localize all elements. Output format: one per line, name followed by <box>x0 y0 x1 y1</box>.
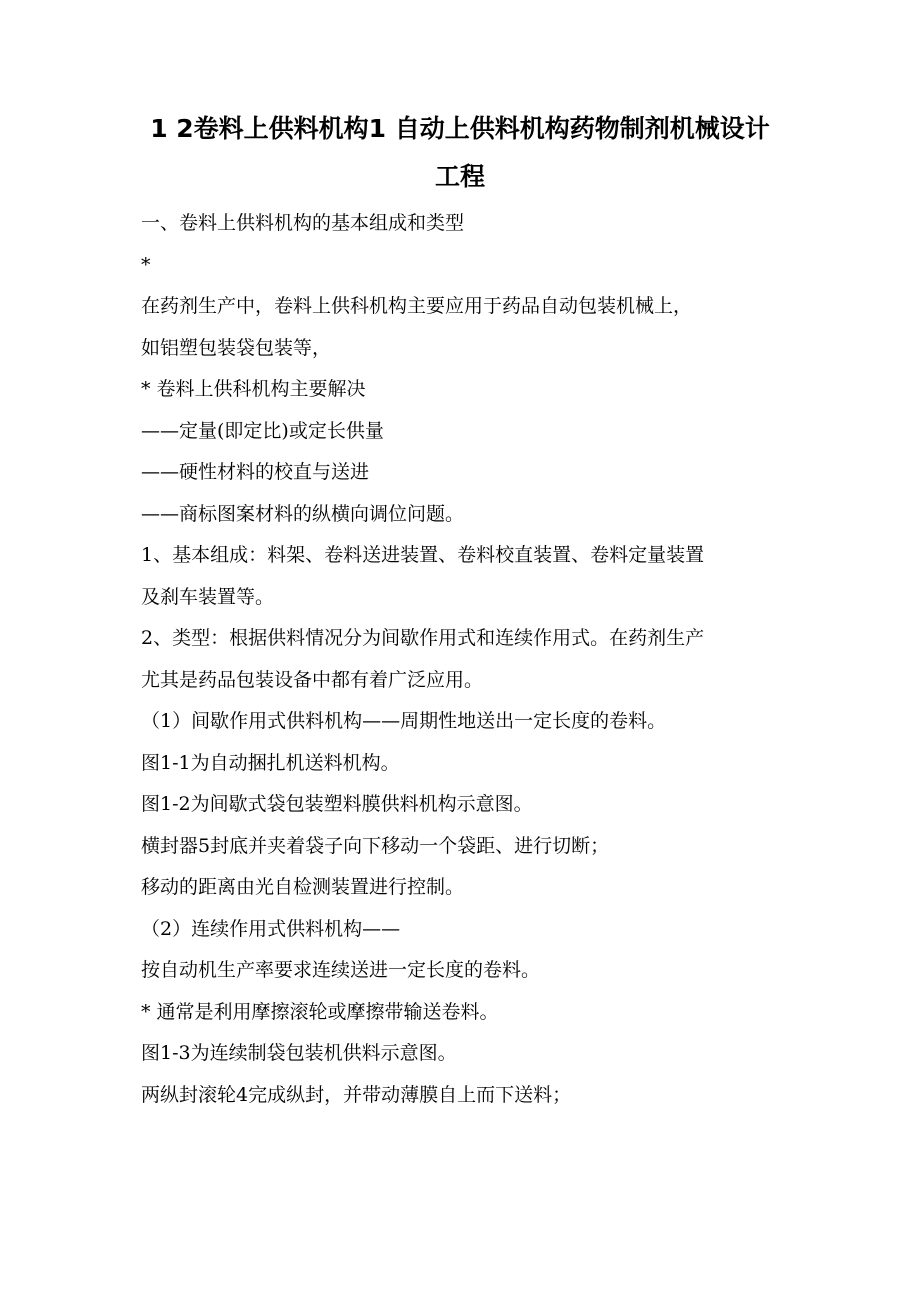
dash-item: ——硬性材料的校直与送进 <box>141 461 370 483</box>
paragraph-line: 在药剂生产中，卷料上供科机构主要应用于药品自动包装机械上， <box>141 295 693 317</box>
document-title-line-2: 工程 <box>434 162 485 191</box>
paragraph-line: 1、基本组成：料架、卷料送进装置、卷料校直装置、卷料定量装置 <box>141 544 705 566</box>
paragraph-line: 如铝塑包装袋包装等， <box>141 336 332 359</box>
subsection-heading: （1）间歇作用式供料机构——周期性地送出一定长度的卷料。 <box>141 710 667 732</box>
figure-reference: 图1-1为自动捆扎机送料机构。 <box>141 751 400 774</box>
document-body <box>141 208 791 1121</box>
subsection-heading: （2）连续作用式供料机构—— <box>141 917 401 940</box>
bullet-marker: * <box>141 253 151 276</box>
paragraph-line: 2、类型：根据供料情况分为间歇作用式和连续作用式。在药剂生产 <box>141 627 705 649</box>
paragraph-line: 尤其是药品包装设备中都有着广泛应用。 <box>141 668 484 691</box>
paragraph-line: 及刹车装置等。 <box>141 585 275 608</box>
paragraph-line: 横封器5封底并夹着袋子向下移动一个袋距、进行切断； <box>141 834 610 857</box>
document-title-line-1: 1 2卷料上供料机构1 自动上供料机构药物制剂机械设计 <box>150 114 770 143</box>
dash-item: ——商标图案材料的纵横向调位问题。 <box>141 502 465 525</box>
figure-reference: 图1-2为间歇式袋包装塑料膜供料机构示意图。 <box>141 793 533 815</box>
section-heading-composition: 一、卷料上供料机构的基本组成和类型 <box>141 212 465 234</box>
paragraph-line: 两纵封滚轮4完成纵封，并带动薄膜自上而下送料； <box>141 1083 572 1106</box>
figure-reference: 图1-3为连续制袋包装机供料示意图。 <box>141 1042 457 1064</box>
paragraph-line: 按自动机生产率要求连续送进一定长度的卷料。 <box>141 959 541 981</box>
bullet-line: * 卷料上供科机构主要解决 <box>141 378 366 400</box>
dash-item: ——定量(即定比)或定长供量 <box>141 419 384 442</box>
paragraph-line: 移动的距离由光自检测装置进行控制。 <box>141 876 465 898</box>
bullet-line: * 通常是利用摩擦滚轮或摩擦带输送卷料。 <box>141 1000 499 1023</box>
